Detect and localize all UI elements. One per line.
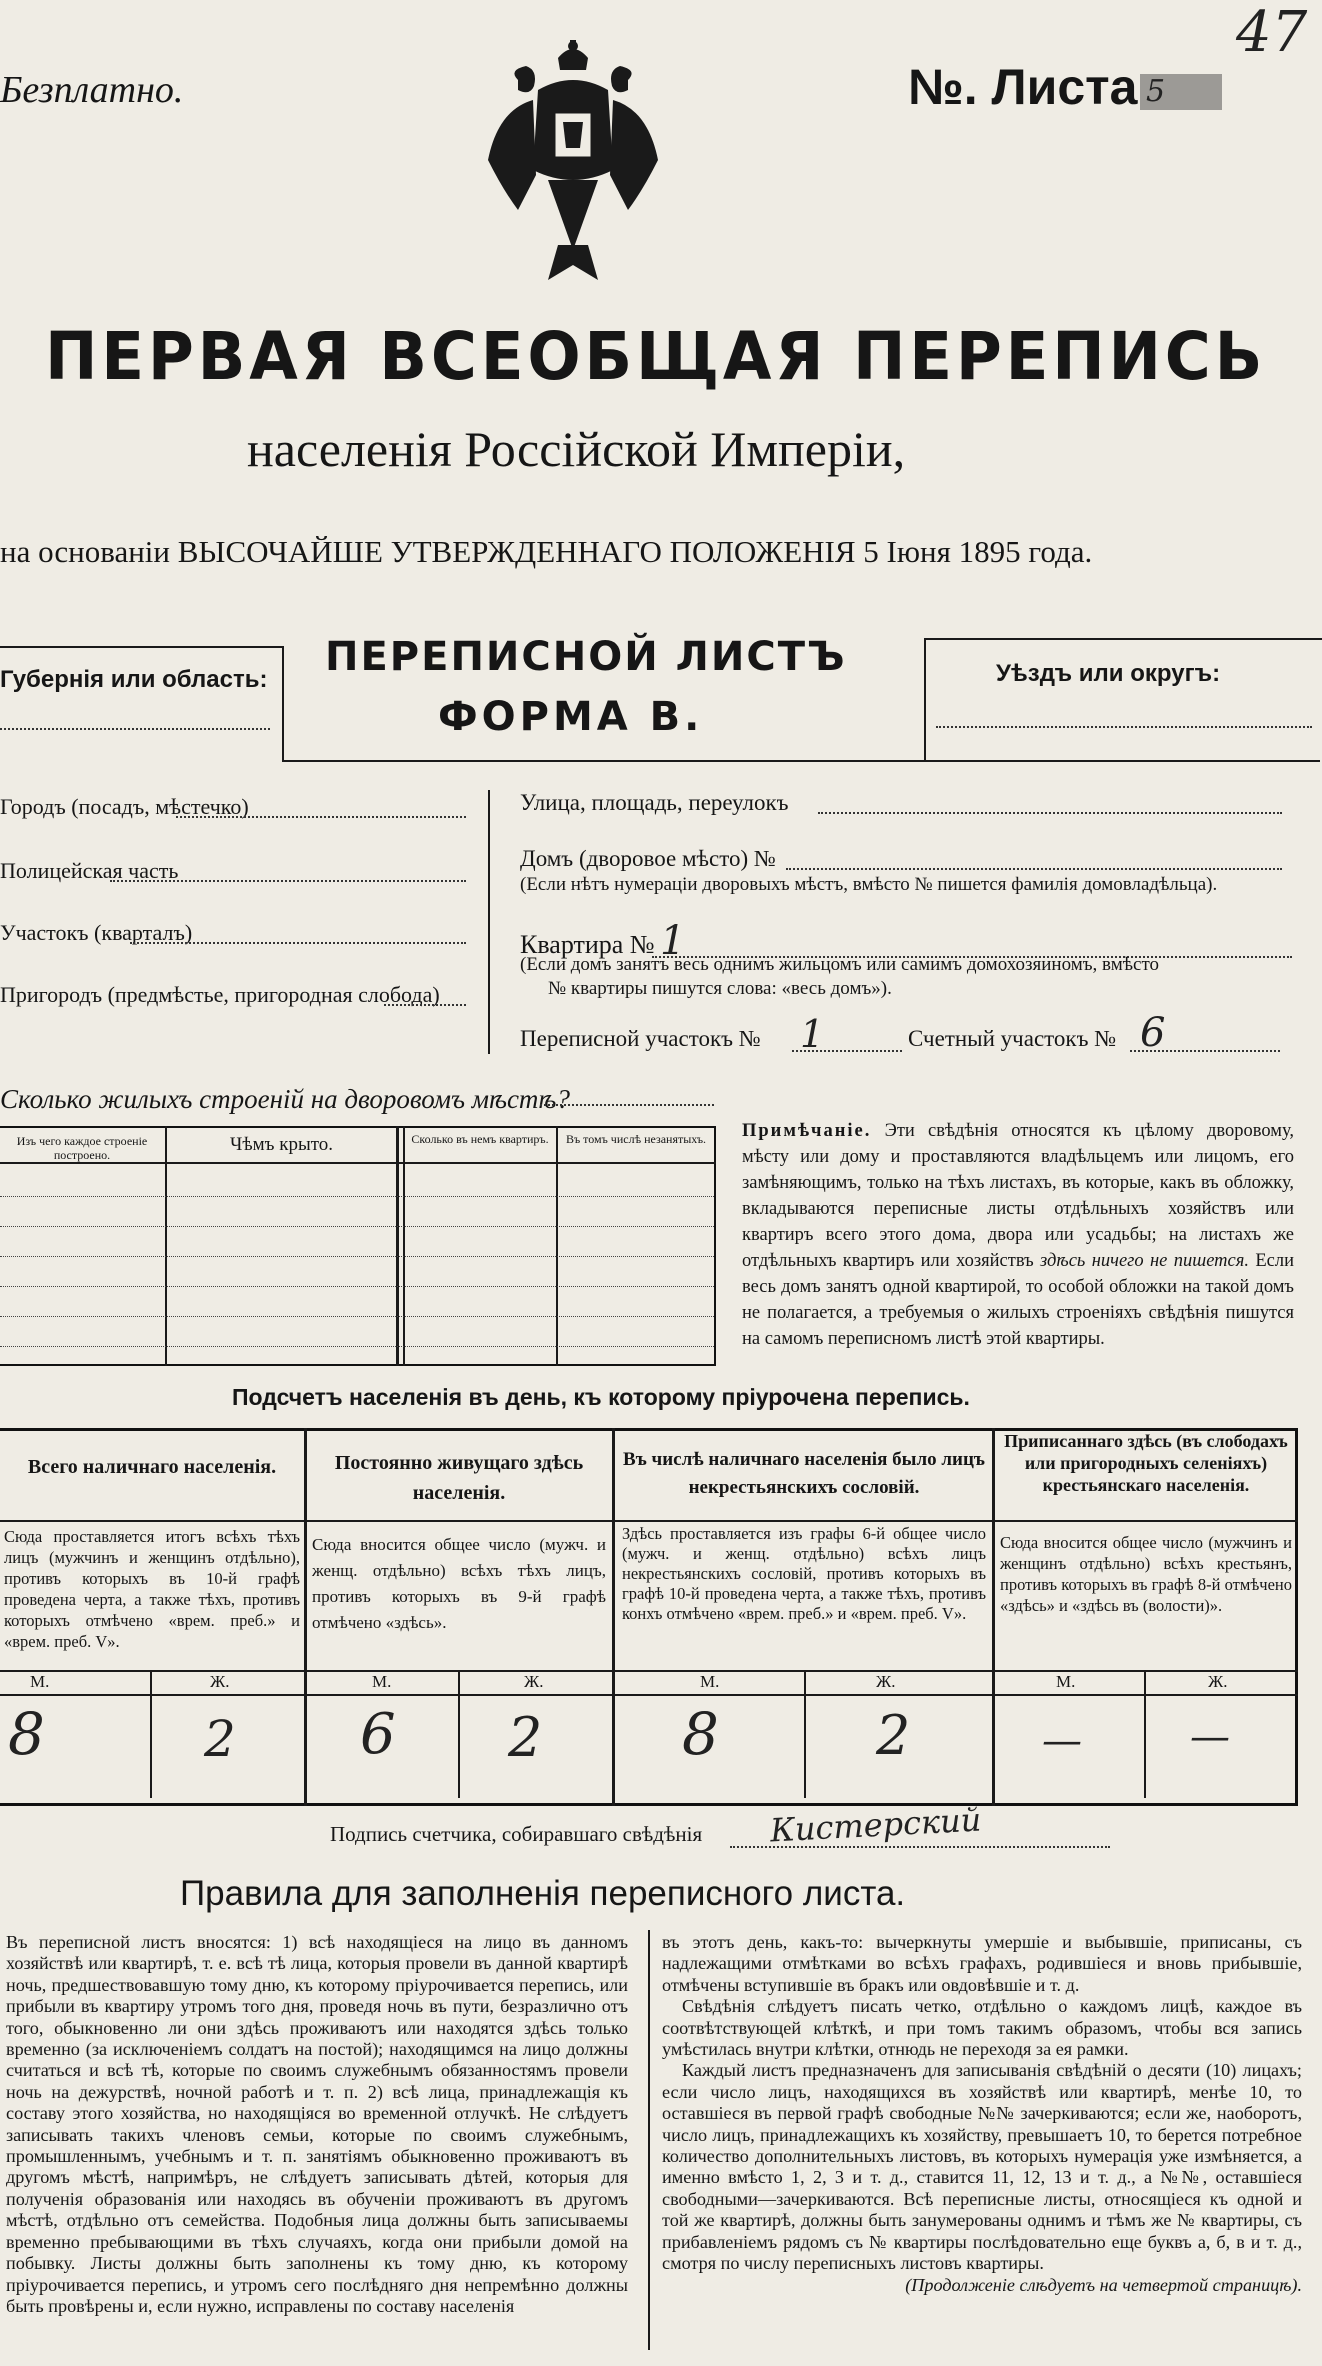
- apartment-note-1: (Если домъ занятъ весь однимъ жильцомъ или самимъ домохозяиномъ, вмѣсто: [520, 954, 1160, 975]
- rules-right-column: [662, 1932, 1302, 2296]
- apartment-note-2: № квартиры пишутся слова: «весь домъ»).: [548, 978, 892, 999]
- count-m-label-1: М.: [30, 1672, 50, 1691]
- count-col-divider-3: [992, 1428, 995, 1806]
- count-district-value: 6: [1140, 1010, 1166, 1056]
- count-col2-header: Постоянно живущаго здѣсь населенія.: [334, 1452, 584, 1504]
- count-col3-header: Въ числѣ наличнаго населенія было лицъ некрестьянскихъ сословій.: [623, 1449, 985, 1498]
- rules-right-para-1: въ этотъ день, какъ-то: вычеркнуты умершіе и выбывшіе, приписаны, съ надлежащими отмѣтками во всѣхъ графахъ, родившіеся и вновь прибывшіе, отмѣчены вступившіе въ бракъ или овдовѣвшіе и т. д.: [662, 1932, 1302, 1995]
- rules-left-column: Въ переписной листъ вносятся: 1) всѣ находящіеся на лицо въ данномъ хозяйствѣ или квартирѣ, т. е. всѣ тѣ лица, которыя провели въ данной квартирѣ ночь, предшествовавшую тому дню, къ которому пріурочивается перепись, или прибыли въ квартиру утромъ того дня, проведя ночь въ пути, безразлично отъ того, обыкновенно ли они здѣсь проживаютъ или находятся здѣсь только временно (за исключеніемъ солдатъ на постой); находящимся на лицо должны считаться и всѣ тѣ, которые по своимъ служебнымъ обязанностямъ провели ночь на дежурствѣ, ночной работѣ и т. п. 2) всѣ лица, принадлежащія къ составу этого хозяйства, но находящіяся во временной отлучкѣ. Не слѣдуетъ записывать такихъ членовъ семьи, которые по своимъ служебнымъ, промышленнымъ, учебнымъ и т. п. занятіямъ обыкновенно проживаютъ въ другомъ мѣстѣ, напримѣръ, не слѣдуетъ записывать дѣтей, которыя для полученія образованія или находясь въ обученіи проживаютъ въ другомъ мѣстѣ, отдѣльно отъ семейства. Подобныя лица должны быть записываемы временно пребывающими въ тѣхъ случаяхъ, когда они прибыли домой на побывку. Листы должны быть заполнены къ тому дню, къ которому пріурочивается перепись, и утромъ сего послѣдняго дня непремѣнно должны быть провѣрены и, если нужно, исправлены по составу населенія: [6, 1932, 628, 2316]
- signature-value: Кистерский: [769, 1800, 983, 1850]
- count-head-line: [0, 1520, 1298, 1522]
- apartment-label: Квартира №: [520, 930, 655, 959]
- count-f-label-3: Ж.: [876, 1672, 896, 1691]
- rules-continuation: (Продолженіе слѣдуетъ на четвертой страницѣ).: [905, 2274, 1302, 2295]
- count-col1-header: Всего наличнаго населенія.: [27, 1456, 277, 1478]
- count-value-peasant-m[interactable]: —: [1042, 1718, 1082, 1764]
- buildings-col3-header: Сколько въ немъ квартиръ.: [411, 1132, 549, 1146]
- apartment-value: 1: [660, 918, 686, 964]
- buildings-row[interactable]: [0, 1316, 714, 1317]
- count-f-label-4: Ж.: [1208, 1672, 1228, 1691]
- buildings-header-line: [0, 1162, 716, 1164]
- police-part-field[interactable]: [110, 880, 466, 882]
- address-divider: [488, 790, 490, 1054]
- note-text-italic: здѣсь ничего не пишется.: [1040, 1251, 1249, 1271]
- count-value-total-m[interactable]: 8: [8, 1700, 45, 1768]
- census-district-value: 1: [800, 1012, 825, 1056]
- street-label: Улица, площадь, переулокъ: [520, 790, 789, 815]
- quarter-field[interactable]: [130, 942, 466, 944]
- count-value-nonpeasant-m[interactable]: 8: [682, 1700, 719, 1768]
- sheet-number-label: №. Листа: [908, 59, 1138, 115]
- buildings-col2-header: Чѣмъ крыто.: [229, 1134, 334, 1155]
- quarter-label: Участокъ (кварталъ): [0, 920, 193, 945]
- note-paragraph: [742, 1118, 1294, 1352]
- buildings-row[interactable]: [0, 1196, 714, 1197]
- count-col1-text: Сюда проставляется итогъ всѣхъ тѣхъ лицъ (мужчинъ и женщинъ отдѣльно), противъ которыхъ въ 10-й графѣ проведена черта, а также тѣхъ, противъ которыхъ отмѣчено «врем. преб.» и «врем. преб. V».: [4, 1527, 300, 1651]
- left-box-right: [282, 646, 284, 762]
- count-district-label: Счетный участокъ №: [908, 1026, 1117, 1051]
- signature-field[interactable]: [730, 1846, 1110, 1848]
- count-m-label-4: М.: [1056, 1672, 1076, 1691]
- count-col4-text: Сюда вносится общее число (мужчинъ и женщинъ отдѣльно) всѣхъ крестьянъ, противъ которыхъ въ графѣ 8-й отмѣчено «здѣсь» и «здѣсь въ (волости)».: [1000, 1533, 1292, 1615]
- house-note: (Если нѣтъ нумерацiи дворовыхъ мѣстъ, вмѣсто № пишется фамилiя домовладѣльца).: [520, 874, 1218, 895]
- form-header-bottom: [282, 760, 1320, 762]
- imperial-eagle-emblem: [488, 40, 658, 280]
- count-mf-divider-4: [1144, 1670, 1146, 1798]
- count-value-permanent-m[interactable]: 6: [360, 1702, 396, 1767]
- rules-right-para-3: Каждый листъ предназначенъ для записыванія свѣдѣній о десяти (10) лицахъ; если число лицъ, находящихся въ хозяйствѣ или квартирѣ, менѣе 10, то оставшіеся въ первой графѣ свободные №№ зачеркиваются; если же, наоборотъ, число лицъ, принадлежащихъ къ хозяйству, превышаетъ 10, то берется потребное количество дополнительныхъ листовъ, въ которыхъ нумерація уже измѣняется, а именно вмѣсто 1, 2, 3 и т. д., ставится 11, 12, 13 и т. д., а №№, оставшіеся свободными—зачеркиваются. Всѣ переписные листы, относящіеся къ одной и той же квартирѣ, должны быть занумерованы однимъ и тѣмъ же № квартиры, съ прибавленіемъ рядомъ съ № квартиры послѣдовательно еще буквъ а, б, в и т. д., смотря по числу переписныхъ листовъ квартиры.: [662, 2060, 1302, 2274]
- note-label: Примѣчаніе.: [742, 1121, 872, 1141]
- suburb-label: Пригородъ (предмѣстье, пригородная слобода): [0, 982, 440, 1007]
- count-col4-header: Приписаннаго здѣсь (въ слободахъ или пригородныхъ селеніяхъ) крестьянскаго населенія.: [1004, 1431, 1288, 1495]
- count-district-field[interactable]: [1130, 1050, 1280, 1052]
- buildings-count-field[interactable]: [540, 1104, 714, 1106]
- count-value-total-f[interactable]: 2: [204, 1710, 236, 1768]
- census-district-field[interactable]: [792, 1050, 902, 1052]
- buildings-col1-header: Изъ чего каждое строеніе построено.: [16, 1134, 148, 1162]
- buildings-question: Сколько жилыхъ строеній на дворовомъ мѣстѣ?: [0, 1084, 570, 1114]
- rules-heading: Правила для заполненія переписного листа.: [180, 1874, 906, 1913]
- count-value-permanent-f[interactable]: 2: [508, 1706, 543, 1769]
- right-box-top: [924, 638, 1322, 640]
- free-label: Безплатно.: [0, 69, 184, 111]
- count-value-peasant-f[interactable]: —: [1190, 1714, 1230, 1760]
- note-text-2: Если весь домъ занятъ одной квартирой, то особой обложки на такой домъ не полагается, а требуемыя о жилыхъ строеніяхъ свѣдѣнія пишутся на самомъ переписномъ листѣ этой квартиры.: [742, 1251, 1294, 1349]
- count-col3-text: Здѣсь проставляется изъ графы 6-й общее число (мужч. и женщ. отдѣльно) всѣхъ лицъ некрестьянскихъ сословій, противъ которыхъ въ графѣ 10-й проведена черта, а также тѣхъ, противъ конхъ отмѣчено «врем. преб.» и «врем. преб. V».: [622, 1524, 986, 1623]
- buildings-row[interactable]: [0, 1256, 714, 1257]
- suburb-field[interactable]: [384, 1004, 466, 1006]
- count-m-label-2: М.: [372, 1672, 392, 1691]
- count-f-label-2: Ж.: [524, 1672, 544, 1691]
- left-box-top: [0, 646, 282, 648]
- count-col-divider-2: [612, 1428, 615, 1806]
- province-label: Губернія или область:: [0, 666, 268, 693]
- count-mf-divider-1: [150, 1670, 152, 1798]
- count-col2-text: Сюда вносится общее число (мужч. и женщ. отдѣльно) всѣхъ тѣхъ лицъ, противъ которыхъ въ 9-й графѣ отмѣчено «здѣсь».: [312, 1535, 606, 1632]
- main-title: ПЕРВАЯ ВСЕОБЩАЯ ПЕРЕПИСЬ: [45, 318, 1267, 395]
- district-label: Уѣздъ или округъ:: [996, 660, 1221, 687]
- district-field[interactable]: [936, 726, 1312, 728]
- count-desc-line: [0, 1670, 1298, 1672]
- count-heading: Подсчетъ населенія въ день, къ которому пріурочена перепись.: [232, 1384, 970, 1410]
- count-col-divider-1: [304, 1428, 307, 1806]
- archive-number: 47: [1236, 0, 1308, 65]
- rules-divider: [648, 1930, 650, 2350]
- town-label: Городъ (посадъ, мѣстечко): [0, 794, 249, 819]
- subtitle: населенія Россійской Имперіи,: [247, 421, 906, 477]
- count-mf-divider-3: [804, 1670, 806, 1798]
- count-mf-divider-2: [458, 1670, 460, 1798]
- form-letter: ФОРМА В.: [438, 694, 704, 740]
- town-field[interactable]: [176, 816, 466, 818]
- form-title: ПЕРЕПИСНОЙ ЛИСТЪ: [325, 634, 847, 680]
- signature-label: Подпись счетчика, собиравшаго свѣдѣнія: [330, 1822, 703, 1846]
- province-field[interactable]: [0, 728, 270, 730]
- right-box-left: [924, 638, 926, 760]
- sheet-number-field: 5: [1140, 74, 1222, 110]
- buildings-col4-header: Въ томъ числѣ незанятыхъ.: [565, 1132, 707, 1146]
- buildings-row[interactable]: [0, 1286, 714, 1287]
- house-field[interactable]: [786, 868, 1282, 870]
- buildings-row[interactable]: [0, 1346, 714, 1347]
- count-mf-line: [0, 1694, 1298, 1696]
- buildings-row[interactable]: [0, 1226, 714, 1227]
- police-part-label: Полицейская часть: [0, 858, 179, 883]
- count-value-nonpeasant-f[interactable]: 2: [876, 1704, 911, 1767]
- count-m-label-3: М.: [700, 1672, 720, 1691]
- rules-right-para-2: Свѣдѣнія слѣдуетъ писать четко, отдѣльно о каждомъ лицѣ, каждое въ соотвѣтствующей клѣткѣ, и при томъ такимъ образомъ, чтобы вся запись умѣстилась внутри клѣтки, отнюдь не переходя за ея рамки.: [662, 1996, 1302, 2060]
- census-district-label: Переписной участокъ №: [520, 1026, 761, 1051]
- count-f-label-1: Ж.: [210, 1672, 230, 1691]
- basis-line: на основаніи ВЫСОЧАЙШЕ УТВЕРЖДЕННАГО ПОЛОЖЕНІЯ 5 Іюня 1895 года.: [0, 534, 1093, 569]
- house-label: Домъ (дворовое мѣсто) №: [520, 846, 776, 871]
- street-field[interactable]: [818, 812, 1282, 814]
- note-text: Эти свѣдѣнія относятся къ цѣлому дворовому, мѣсту или дому и проставляются владѣльцемъ или лицомъ, его замѣняющимъ, только на тѣхъ листахъ, въ которые, какъ въ обложку, вкладываются переписные листы отдѣльныхъ хозяйствъ или квартиръ всего этого дома, двора или усадьбы; на листахъ же отдѣльныхъ квартиръ или хозяйствъ: [742, 1121, 1294, 1271]
